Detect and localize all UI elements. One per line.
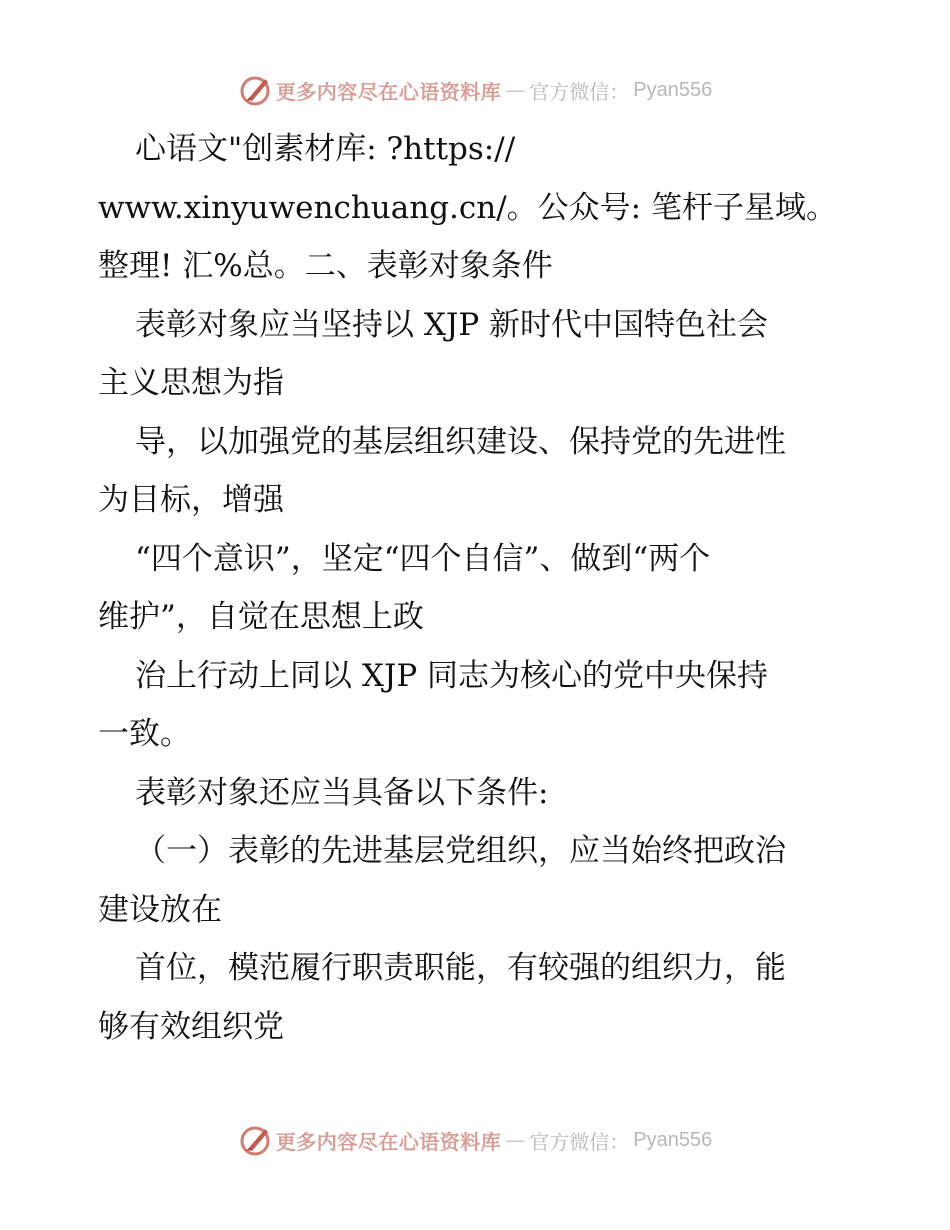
footer-wechat-id: Pyan556 <box>633 1128 713 1151</box>
body-line: 表彰对象应当坚持以 XJP 新时代中国特色社会 <box>135 306 769 343</box>
document-body <box>98 120 858 1056</box>
body-line: 为目标，增强 <box>98 482 284 518</box>
body-line: 一致。 <box>98 716 191 752</box>
footer-brand-text: 更多内容尽在心语资料库 <box>275 1129 502 1154</box>
body-line: 首位，模范履行职责职能，有较强的组织力，能 <box>135 950 786 986</box>
quill-pen-logo-icon <box>238 1123 272 1157</box>
footer-separator: — <box>505 1128 526 1152</box>
body-line: （一）表彰的先进基层党组织，应当始终把政治 <box>135 833 786 869</box>
header-wechat-id: Pyan556 <box>633 78 713 101</box>
body-line: “四个意识”，坚定“四个自信”、做到“两个 <box>135 540 711 577</box>
body-line: 导，以加强党的基层组织建设、保持党的先进性 <box>135 423 786 460</box>
body-line: 够有效组织党 <box>98 1008 284 1045</box>
footer-wechat-label: 官方微信： <box>529 1129 630 1154</box>
body-line: 表彰对象还应当具备以下条件: <box>135 774 549 811</box>
header-separator: — <box>505 78 526 102</box>
body-line: www.xinyuwenchuang.cn/。公众号: 笔杆子星域。 <box>98 189 837 226</box>
body-line: 整理! 汇%总。二、表彰对象条件 <box>98 248 553 284</box>
body-line: 建设放在 <box>98 891 222 928</box>
header-watermark-banner <box>0 70 950 110</box>
body-line: 维护”，自觉在思想上政 <box>98 599 424 635</box>
quill-pen-logo-icon <box>238 73 272 107</box>
header-wechat-label: 官方微信： <box>529 79 630 104</box>
body-line: 主义思想为指 <box>98 365 284 401</box>
header-brand-text: 更多内容尽在心语资料库 <box>275 79 502 104</box>
body-line: 治上行动上同以 XJP 同志为核心的党中央保持 <box>135 657 769 694</box>
footer-watermark-banner <box>0 1120 950 1160</box>
body-line: 心语文"创素材库: ?https:// <box>135 131 516 167</box>
